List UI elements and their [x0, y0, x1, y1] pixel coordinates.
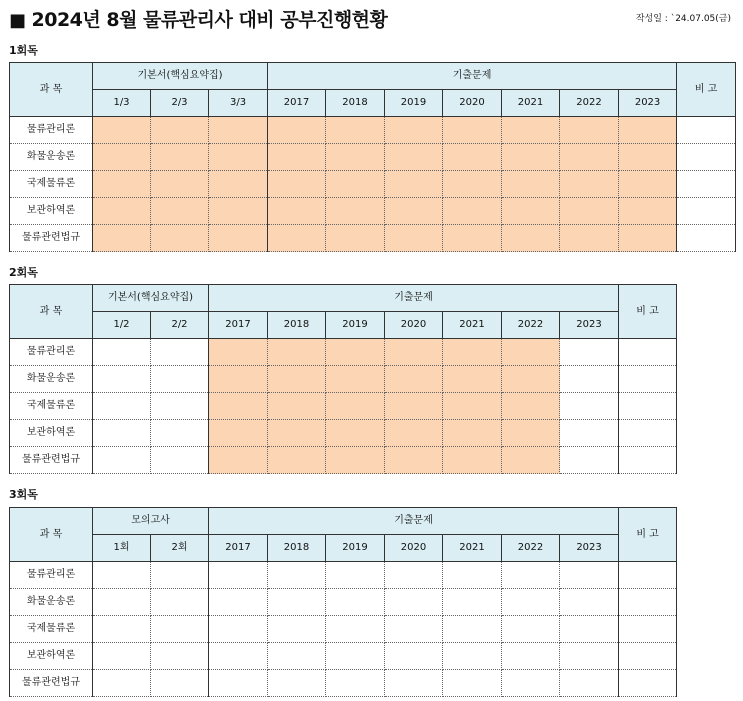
table-row: [10, 670, 677, 697]
progress-cell: [209, 589, 268, 616]
progress-cell: [93, 339, 151, 366]
progress-cell-done: [385, 144, 443, 171]
col-header: 2021: [443, 312, 502, 339]
progress-cell: [326, 562, 385, 589]
progress-cell: [151, 562, 209, 589]
col-header: 2021: [443, 535, 502, 562]
remarks-cell: [619, 447, 677, 474]
progress-cell-done: [268, 144, 326, 171]
progress-cell-done: [326, 447, 385, 474]
remarks-cell: [619, 339, 677, 366]
subject-cell: 보관하역론: [10, 198, 93, 225]
subject-cell: 국제물류론: [10, 171, 93, 198]
progress-cell: [502, 589, 560, 616]
progress-cell-done: [502, 447, 560, 474]
progress-cell-done: [443, 171, 502, 198]
progress-cell-done: [502, 198, 560, 225]
subject-header: 과 목: [10, 63, 93, 117]
progress-cell-done: [209, 144, 268, 171]
progress-cell: [209, 670, 268, 697]
progress-cell-done: [209, 447, 268, 474]
table-row: [10, 643, 677, 670]
progress-cell-done: [443, 447, 502, 474]
progress-cell-done: [268, 366, 326, 393]
progress-cell-done: [268, 420, 326, 447]
progress-cell: [443, 616, 502, 643]
col-header: 2020: [443, 90, 502, 117]
progress-cell-done: [443, 393, 502, 420]
progress-cell-done: [502, 339, 560, 366]
col-header: 2017: [268, 90, 326, 117]
progress-cell: [93, 643, 151, 670]
progress-cell: [93, 616, 151, 643]
progress-cell: [560, 447, 619, 474]
progress-cell-done: [502, 393, 560, 420]
progress-cell-done: [385, 447, 443, 474]
progress-cell-done: [502, 420, 560, 447]
subject-header: 과 목: [10, 285, 93, 339]
col-header: 2/2: [151, 312, 209, 339]
subject-cell: 물류관리론: [10, 117, 93, 144]
table-row: [10, 366, 677, 393]
remarks-header: 비 고: [619, 508, 677, 562]
table-row: [10, 447, 677, 474]
col-header: 2021: [502, 90, 560, 117]
progress-cell-done: [443, 198, 502, 225]
progress-cell: [385, 643, 443, 670]
col-header: 2017: [209, 312, 268, 339]
progress-cell-done: [326, 144, 385, 171]
progress-cell: [385, 670, 443, 697]
progress-cell-done: [268, 117, 326, 144]
progress-cell: [151, 339, 209, 366]
col-header: 2/3: [151, 90, 209, 117]
progress-cell: [93, 366, 151, 393]
progress-cell: [268, 670, 326, 697]
progress-cell-done: [151, 171, 209, 198]
progress-cell: [268, 589, 326, 616]
round-3-label: 3회독: [9, 488, 38, 501]
table-row: [10, 562, 677, 589]
progress-cell-done: [93, 198, 151, 225]
subject-cell: 물류관련법규: [10, 447, 93, 474]
progress-cell-done: [151, 198, 209, 225]
progress-cell: [443, 562, 502, 589]
progress-cell-done: [619, 171, 677, 198]
progress-cell: [560, 339, 619, 366]
progress-cell: [502, 616, 560, 643]
col-header: 1/2: [93, 312, 151, 339]
progress-cell-done: [326, 393, 385, 420]
remarks-cell: [619, 562, 677, 589]
progress-cell: [385, 589, 443, 616]
progress-cell: [268, 643, 326, 670]
col-header: 2018: [268, 312, 326, 339]
col-header: 2017: [209, 535, 268, 562]
progress-cell: [385, 562, 443, 589]
remarks-cell: [619, 589, 677, 616]
progress-cell-done: [560, 117, 619, 144]
progress-cell-done: [385, 225, 443, 252]
progress-cell-done: [209, 117, 268, 144]
table-row: [10, 393, 677, 420]
remarks-cell: [677, 171, 736, 198]
progress-cell-done: [326, 366, 385, 393]
progress-cell-done: [619, 144, 677, 171]
progress-cell-done: [93, 117, 151, 144]
group1-header: 기본서(핵심요약집): [93, 285, 209, 312]
progress-cell-done: [502, 117, 560, 144]
column-header-row: [10, 535, 677, 562]
progress-cell: [151, 447, 209, 474]
progress-cell-done: [268, 198, 326, 225]
progress-cell: [151, 589, 209, 616]
progress-cell: [209, 562, 268, 589]
progress-cell-done: [443, 339, 502, 366]
progress-cell: [93, 562, 151, 589]
progress-cell: [560, 616, 619, 643]
progress-cell: [93, 670, 151, 697]
progress-cell: [326, 616, 385, 643]
progress-cell: [326, 589, 385, 616]
progress-cell-done: [326, 198, 385, 225]
round-1-label: 1회독: [9, 44, 38, 57]
subject-cell: 보관하역론: [10, 643, 93, 670]
subject-cell: 보관하역론: [10, 420, 93, 447]
table-row: [10, 171, 736, 198]
progress-cell-done: [443, 225, 502, 252]
table-row: [10, 616, 677, 643]
column-header-row: [10, 90, 736, 117]
remarks-cell: [677, 144, 736, 171]
progress-cell-done: [619, 198, 677, 225]
progress-cell-done: [326, 171, 385, 198]
col-header: 2019: [326, 535, 385, 562]
progress-cell-done: [93, 171, 151, 198]
col-header: 2023: [560, 535, 619, 562]
remarks-cell: [619, 420, 677, 447]
progress-cell-done: [209, 420, 268, 447]
progress-cell-done: [385, 198, 443, 225]
progress-cell: [560, 643, 619, 670]
progress-cell: [93, 447, 151, 474]
round-2-table: [9, 284, 677, 474]
progress-cell: [502, 562, 560, 589]
remarks-cell: [619, 670, 677, 697]
date-label: 작성일 : `24.07.05(금): [635, 14, 731, 24]
progress-cell-done: [385, 420, 443, 447]
progress-cell: [560, 393, 619, 420]
remarks-header: 비 고: [619, 285, 677, 339]
progress-cell-done: [209, 393, 268, 420]
progress-cell: [151, 670, 209, 697]
col-header: 2023: [619, 90, 677, 117]
progress-cell-done: [443, 366, 502, 393]
progress-cell: [443, 589, 502, 616]
subject-cell: 화물운송론: [10, 366, 93, 393]
progress-cell-done: [619, 225, 677, 252]
subject-header: 과 목: [10, 508, 93, 562]
group2-header: 기출문제: [268, 63, 677, 90]
table-row: [10, 225, 736, 252]
progress-cell: [268, 616, 326, 643]
progress-cell-done: [209, 366, 268, 393]
progress-cell: [209, 643, 268, 670]
progress-cell-done: [502, 366, 560, 393]
page-title: [9, 5, 387, 32]
progress-cell-done: [268, 171, 326, 198]
progress-cell: [93, 420, 151, 447]
progress-cell-done: [502, 225, 560, 252]
progress-cell-done: [326, 339, 385, 366]
subject-cell: 물류관련법규: [10, 225, 93, 252]
group2-header: 기출문제: [209, 508, 619, 535]
round-1-table: [9, 62, 736, 252]
progress-cell-done: [385, 171, 443, 198]
progress-cell: [385, 616, 443, 643]
col-header: 2회: [151, 535, 209, 562]
progress-cell-done: [268, 447, 326, 474]
progress-cell-done: [502, 144, 560, 171]
col-header: 2022: [560, 90, 619, 117]
progress-cell: [560, 670, 619, 697]
subject-cell: 물류관리론: [10, 562, 93, 589]
progress-cell-done: [209, 339, 268, 366]
square-bullet-icon: ■: [9, 10, 26, 31]
progress-cell-done: [619, 117, 677, 144]
progress-cell-done: [326, 117, 385, 144]
progress-cell: [443, 643, 502, 670]
col-header: 2020: [385, 535, 443, 562]
progress-cell: [560, 562, 619, 589]
table-row: [10, 339, 677, 366]
progress-cell: [268, 562, 326, 589]
progress-cell: [151, 393, 209, 420]
remarks-cell: [677, 198, 736, 225]
table-row: [10, 198, 736, 225]
progress-cell: [209, 616, 268, 643]
progress-cell: [560, 589, 619, 616]
progress-cell: [443, 670, 502, 697]
progress-cell: [560, 366, 619, 393]
subject-cell: 물류관리론: [10, 339, 93, 366]
progress-cell-done: [151, 225, 209, 252]
progress-cell-done: [326, 420, 385, 447]
progress-cell-done: [268, 225, 326, 252]
progress-cell: [502, 643, 560, 670]
remarks-cell: [677, 117, 736, 144]
col-header: 2022: [502, 312, 560, 339]
progress-cell: [560, 420, 619, 447]
progress-cell: [326, 670, 385, 697]
progress-cell-done: [209, 171, 268, 198]
group1-header: 모의고사: [93, 508, 209, 535]
col-header: 2018: [326, 90, 385, 117]
table-row: [10, 144, 736, 171]
progress-cell: [93, 393, 151, 420]
progress-cell-done: [209, 225, 268, 252]
progress-cell-done: [385, 117, 443, 144]
progress-cell-done: [93, 225, 151, 252]
remarks-cell: [677, 225, 736, 252]
progress-cell: [151, 366, 209, 393]
subject-cell: 화물운송론: [10, 144, 93, 171]
progress-cell-done: [385, 366, 443, 393]
progress-cell-done: [560, 198, 619, 225]
round-3-table: [9, 507, 677, 697]
subject-cell: 국제물류론: [10, 616, 93, 643]
progress-cell-done: [326, 225, 385, 252]
progress-cell-done: [502, 171, 560, 198]
progress-cell-done: [560, 171, 619, 198]
col-header: 1회: [93, 535, 151, 562]
col-header: 2023: [560, 312, 619, 339]
progress-cell-done: [151, 117, 209, 144]
progress-cell-done: [151, 144, 209, 171]
progress-cell: [93, 589, 151, 616]
col-header: 2020: [385, 312, 443, 339]
subject-cell: 화물운송론: [10, 589, 93, 616]
col-header: 2022: [502, 535, 560, 562]
col-header: 2019: [385, 90, 443, 117]
column-header-row: [10, 312, 677, 339]
remarks-cell: [619, 366, 677, 393]
group1-header: 기본서(핵심요약집): [93, 63, 268, 90]
progress-cell-done: [209, 198, 268, 225]
progress-cell-done: [268, 339, 326, 366]
remarks-cell: [619, 643, 677, 670]
remarks-cell: [619, 616, 677, 643]
group2-header: 기출문제: [209, 285, 619, 312]
progress-cell: [151, 616, 209, 643]
col-header: 3/3: [209, 90, 268, 117]
table-row: [10, 117, 736, 144]
table-row: [10, 420, 677, 447]
progress-cell-done: [560, 144, 619, 171]
page-title-text: 2024년 8월 물류관리사 대비 공부진행현황: [31, 9, 388, 31]
progress-cell: [151, 420, 209, 447]
progress-cell-done: [268, 393, 326, 420]
col-header: 2018: [268, 535, 326, 562]
progress-cell: [502, 670, 560, 697]
table-row: [10, 589, 677, 616]
progress-cell-done: [560, 225, 619, 252]
remarks-cell: [619, 393, 677, 420]
subject-cell: 물류관련법규: [10, 670, 93, 697]
progress-cell: [151, 643, 209, 670]
progress-cell-done: [385, 339, 443, 366]
progress-cell-done: [443, 420, 502, 447]
remarks-header: 비 고: [677, 63, 736, 117]
subject-cell: 국제물류론: [10, 393, 93, 420]
progress-cell-done: [385, 393, 443, 420]
col-header: 2019: [326, 312, 385, 339]
round-2-label: 2회독: [9, 266, 38, 279]
col-header: 1/3: [93, 90, 151, 117]
progress-cell-done: [93, 144, 151, 171]
progress-cell-done: [443, 144, 502, 171]
progress-cell: [326, 643, 385, 670]
progress-cell-done: [443, 117, 502, 144]
